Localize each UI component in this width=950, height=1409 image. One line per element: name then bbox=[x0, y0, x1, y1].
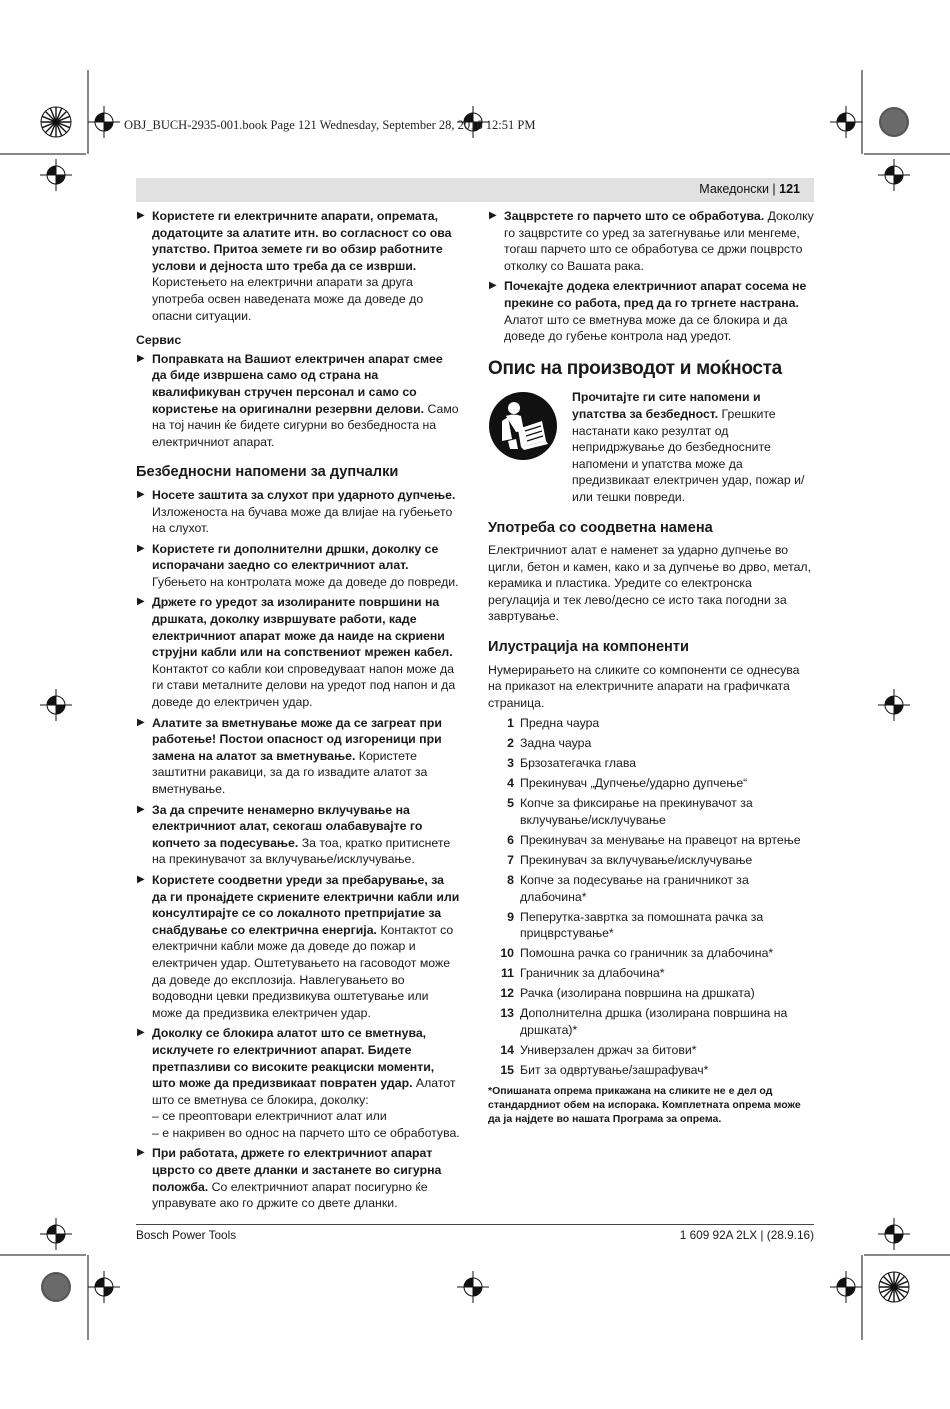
bullet-arrow-icon: ▶ bbox=[137, 1027, 145, 1039]
safety-bullet: ▶ Почекајте додека електричниот апарат сосема не прекине со работа, пред да го тргнете настрана. Алатот што се вметнува може да се блокира и да доведе до губење контрола над уредот. bbox=[489, 279, 807, 344]
component-item: 10 Помошна рачка со граничник за длабочина* bbox=[500, 946, 774, 961]
component-item: 15 Бит за одвртување/зашрафувач* bbox=[500, 1062, 709, 1077]
component-item: 5 Копче за фиксирање на прекинувачот за вклучување/исклучување bbox=[507, 796, 753, 827]
safety-bullet: ▶ Држете го уредот за изолираните површини на дршката, доколку извршувате работи, каде електричниот апарат може да наиде на скриени струјни кабли или на сопствениот мрежен кабел. Контактот со кабли кои спроведуваат напон може да ги стави металните делови на уредот под напон и да доведе до електричен удар. bbox=[137, 595, 456, 710]
safety-bullet: ▶ Носете заштита за слухот при ударното дупчење. Изложеноста на бучава може да влијае на губењето на слухот. bbox=[137, 487, 456, 536]
component-item: 4 Прекинувач „Дупчење/ударно дупчење“ bbox=[507, 776, 748, 791]
safety-bullet: ▶ При работата, држете го електричниот апарат цврсто со двете дланки и застанете во сигурна положба. Со електричниот апарат посигурно ќе управувате ако го држите со двете дланки. bbox=[137, 1146, 442, 1211]
components-intro: Нумерирањето на сликите со компоненти се однесува на приказот на електричните апарати на графичката страница. bbox=[488, 662, 800, 710]
bullet-arrow-icon: ▶ bbox=[137, 542, 145, 554]
components-list bbox=[488, 715, 814, 1078]
read-manual-icon bbox=[488, 391, 558, 461]
page-number: 121 bbox=[779, 182, 800, 196]
bullet-arrow-icon: ▶ bbox=[137, 210, 145, 221]
bullet-arrow-icon: ▶ bbox=[489, 280, 497, 292]
safety-bullet: ▶ Користете соодветни уреди за пребарување, за да ги пронајдете скриените електрични кабли или консултирајте се со локалното претпријатие за снабдување со електрична енергија. Контактот со електрични кабли може да доведе до пожар и електричен удар. Оштетувањето на гасоводот може да доведе до експлозија. Навлегувањето во водоводни цевки предизвикува оштетување или може да предизвика електричен удар. bbox=[137, 872, 460, 1020]
footer-rule bbox=[136, 1224, 814, 1225]
component-item: 8 Копче за подесување на граничникот за длабочина* bbox=[507, 872, 749, 904]
service-heading: Сервис bbox=[136, 333, 182, 348]
intended-use-text: Електричниот алат е наменет за ударно дупчење во цигли, бетон и камен, како и за дупчење во дрво, метал, керамика и пластика. Уредите со електронска регулација и тек лево/десно се исто така погодни за завртување. bbox=[488, 543, 812, 624]
right-column bbox=[488, 208, 814, 1126]
component-item: 9 Пеперутка-завртка за помошната рачка за прицврстување* bbox=[507, 909, 764, 941]
bullet-arrow-icon: ▶ bbox=[489, 210, 497, 221]
component-item: 1 Предна чаура bbox=[507, 716, 600, 731]
bullet-arrow-icon: ▶ bbox=[137, 1147, 145, 1159]
bullet-arrow-icon: ▶ bbox=[137, 716, 145, 728]
header-text bbox=[699, 182, 800, 196]
component-item: 6 Прекинувач за менување на правецот на вртење bbox=[507, 832, 801, 847]
bullet-arrow-icon: ▶ bbox=[137, 488, 145, 500]
components-heading: Илустрација на компоненти bbox=[488, 639, 689, 656]
component-item: 14 Универзален држач за битови* bbox=[500, 1042, 697, 1057]
safety-bullet: ▶ Доколку се блокира алатот што се вметнува, исклучете го електричниот апарат. Бидете претпазливи со високите реакциски моменти, што може да предизвикаат повратен удар. Алатот што се вметнува се блокира, доколку: bbox=[137, 1026, 456, 1107]
dash-item: – се преоптовари електричниот алат или bbox=[152, 1109, 387, 1124]
safety-bullet: ▶ Користете ги електричните апарати, опремата, додатоците за алатите итн. во согласност со ова упатство. Притоа земете ги во обзир работните услови и дејноста што треба да се изврши. Користењето на електрични апарати за друга употреба освен наведената може да доведе до опасни ситуации. bbox=[137, 209, 452, 323]
safety-bullet: ▶ Користете ги дополнителни дршки, доколку се испорачани заедно со електричниот алат. Губењето на контролата може да доведе до повреди. bbox=[137, 541, 459, 589]
dash-item: – е накривен во однос на парчето што се обработува. bbox=[152, 1125, 460, 1140]
footer-doc-code: 1 609 92A 2LX | (28.9.16) bbox=[679, 1228, 814, 1242]
accessory-footnote: *Опишаната опрема прикажана на сликите не е дел од стандардниот обем на испорака. Комплетната опрема може да ја најдете во нашата Програма за опрема. bbox=[488, 1085, 801, 1126]
running-header bbox=[136, 178, 814, 202]
bullet-arrow-icon: ▶ bbox=[137, 873, 145, 885]
component-item: 2 Задна чаура bbox=[507, 736, 592, 751]
drill-safety-heading: Безбедносни напомени за дупчалки bbox=[136, 464, 399, 481]
component-item: 3 Брзозатегачка глава bbox=[507, 756, 637, 771]
section-title: Опис на производот и моќноста bbox=[488, 357, 782, 379]
safety-bullet: ▶ За да спречите ненамерно вклучување на електричниот алат, секогаш олабавувајте го копчето за подесување. За тоа, кратко притиснете на прекинувачот за вклучување/исклучување. bbox=[137, 802, 451, 867]
intended-use-heading: Употреба со соодветна намена bbox=[488, 519, 713, 536]
footer-brand: Bosch Power Tools bbox=[136, 1228, 237, 1242]
bullet-arrow-icon: ▶ bbox=[137, 596, 145, 608]
safety-bullet: ▶ Алатите за вметнување може да се загреат при работење! Постои опасност од изгореници при замена на алатот за вметнување. Користете заштитни ракавици, за да го извадите алатот за вметнување. bbox=[137, 715, 442, 796]
read-manual-warning: Прочитајте ги сите напомени и упатства за безбедност. Грешките настанати како резултат од непридржување до безбедносните напомени и упатства може да предизвикаат електричен удар, пожар и/или тешки повреди. bbox=[488, 389, 814, 505]
bullet-arrow-icon: ▶ bbox=[137, 352, 145, 364]
component-item: 7 Прекинувач за вклучување/исклучување bbox=[507, 852, 753, 867]
left-column bbox=[136, 208, 460, 1216]
component-item: 12 Рачка (изолирана површина на дршката) bbox=[500, 986, 755, 1001]
print-slug: OBJ_BUCH-2935-001.book Page 121 Wednesday, September 28, 2016 12:51 PM bbox=[124, 118, 536, 132]
service-bullet: ▶ Поправката на Вашиот електричен апарат смее да биде извршена само од страна на квалификуван стручен персонал и само со користење на оригинални резервни делови. Само на тој начин ќе бидете сигурни во безбедноста на електричниот апарат. bbox=[137, 351, 459, 449]
safety-bullet: ▶ Зацврстете го парчето што се обработува. Доколку го зацврстите со уред за затегнување или менгеме, тогаш парчето што се обработува се држи поцврсто отколку со Вашата рака. bbox=[489, 209, 814, 273]
component-item: 11 Граничник за длабочина* bbox=[501, 966, 665, 981]
component-item: 13 Дополнителна дршка (изолирана површина на дршката)* bbox=[500, 1006, 788, 1037]
bullet-arrow-icon: ▶ bbox=[137, 803, 145, 815]
header-language: Македонски bbox=[699, 182, 769, 196]
header-separator: | bbox=[768, 182, 780, 196]
